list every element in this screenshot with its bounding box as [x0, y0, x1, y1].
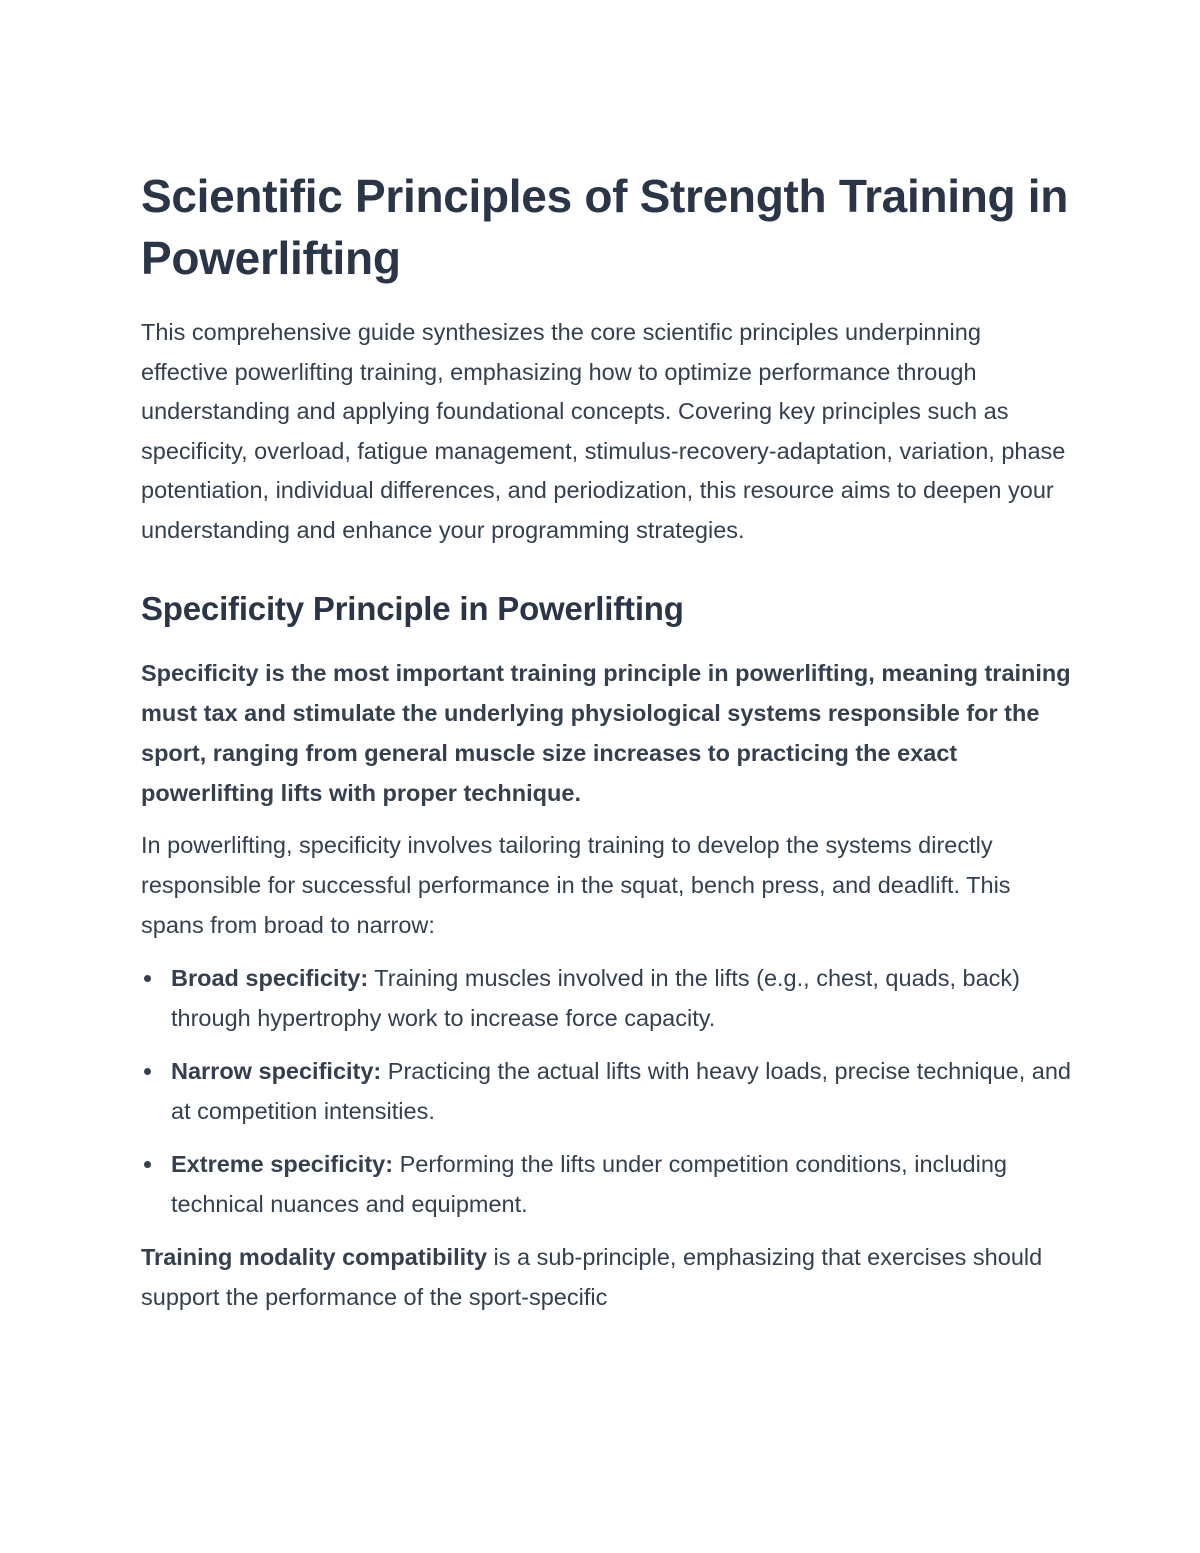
closing-term: Training modality compatibility — [141, 1243, 488, 1270]
section-paragraph: In powerlifting, specificity involves tailoring training to develop the systems directly responsible for successful performance in the squat, bench press, and deadlift. This spans from broad to narrow: — [141, 831, 1011, 938]
closing-paragraph — [141, 1237, 1071, 1317]
bullet-icon — [144, 1161, 151, 1168]
list-item-text: Practicing the actual lifts with heavy loads, precise technique, and at competition intensities. — [171, 1057, 1071, 1124]
section-lead-paragraph: Specificity is the most important training principle in powerlifting, meaning training must tax and stimulate the underlying physiological systems responsible for the sport, ranging from general muscle size increases to practicing the exact powerlifting lifts with proper technique. — [141, 659, 1071, 806]
closing-text: is a sub-principle, emphasizing that exercises should support the performance of the sport-specific — [141, 1243, 1043, 1310]
bullet-icon — [144, 1068, 151, 1075]
list-item-term: Extreme specificity: — [171, 1150, 394, 1177]
specificity-list — [141, 958, 1071, 1224]
list-item — [141, 958, 1071, 1038]
list-item-text: Training muscles involved in the lifts (e.g., chest, quads, back) through hypertrophy work to increase force capacity. — [171, 964, 1020, 1031]
list-item-term: Narrow specificity: — [171, 1057, 382, 1084]
list-item-text: Performing the lifts under competition conditions, including technical nuances and equipment. — [171, 1150, 1007, 1217]
document-page — [141, 165, 1071, 1317]
list-item — [141, 1051, 1071, 1131]
document-title: Scientific Principles of Strength Training in Powerlifting — [141, 170, 1069, 284]
list-item — [141, 1144, 1071, 1224]
intro-paragraph: This comprehensive guide synthesizes the core scientific principles underpinning effective powerlifting training, emphasizing how to optimize performance through understanding and applying foundational concepts. Covering key principles such as specificity, overload, fatigue management, stimulus-recovery-adaptation, variation, phase potentiation, individual differences, and periodization, this resource aims to deepen your understanding and enhance your programming strategies. — [141, 319, 1066, 543]
section-heading: Specificity Principle in Powerlifting — [141, 589, 684, 627]
list-item-term: Broad specificity: — [171, 964, 369, 991]
bullet-icon — [144, 975, 151, 982]
